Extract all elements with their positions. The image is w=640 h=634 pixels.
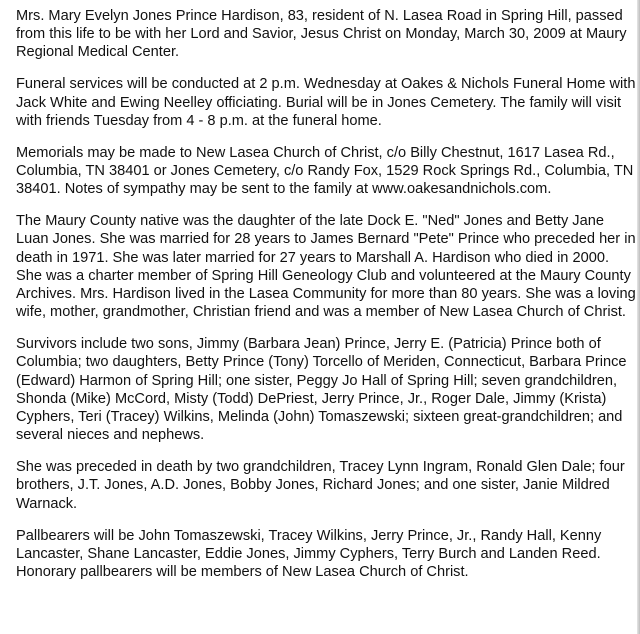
paragraph-survivors: Survivors include two sons, Jimmy (Barbara Jean) Prince, Jerry E. (Patricia) Prince both of Columbia; two daughters, Betty Prince (Tony) Torcello of Meriden, Connecticut, Barbara Prince (Edward) Harmon of Spring Hill; one sister, Peggy Jo Hall of Spring Hill; seven grandchildren, Shonda (Mike) McCord, Misty (Todd) DePriest, Jerry Prince, Jr., Roger Dale, Jimmy (Krista) Cyphers, Teri (Tracey) Wilkins, Melinda (John) Tomaszewski; sixteen great-grandchildren; and several nieces and nephews. xyxy=(16,336,627,444)
paragraph-death-notice: Mrs. Mary Evelyn Jones Prince Hardison, 83, resident of N. Lasea Road in Spring Hill, passed from this life to be with her Lord and Savior, Jesus Christ on Monday, March 30, 2009 at Maury Regional Medical Center. xyxy=(16,8,627,61)
paragraph-pallbearers: Pallbearers will be John Tomaszewski, Tracey Wilkins, Jerry Prince, Jr., Randy Hall, Kenny Lancaster, Shane Lancaster, Eddie Jones, Jimmy Cyphers, Terry Burch and Landen Reed. Honorary pallbearers will be members of New Lasea Church of Christ. xyxy=(16,527,602,581)
paragraph-memorials: Memorials may be made to New Lasea Church of Christ, c/o Billy Chestnut, 1617 Lasea Rd., Columbia, TN 38401 or Jones Cemetery, c/o Randy Fox, 1529 Rock Springs Rd., Columbia, TN 38401. Notes of sympathy may be sent to the family at www.oakesandnichols.com. xyxy=(16,144,634,198)
obituary-text xyxy=(16,7,638,595)
paragraph-funeral-services: Funeral services will be conducted at 2 p.m. Wednesday at Oakes & Nichols Funeral Home with Jack White and Ewing Neelley officiating. Burial will be in Jones Cemetery. The family will visit with friends Tuesday from 4 - 8 p.m. at the funeral home. xyxy=(16,76,636,129)
paragraph-preceded-in-death: She was preceded in death by two grandchildren, Tracey Lynn Ingram, Ronald Glen Dale; four brothers, J.T. Jones, A.D. Jones, Bobby Jones, Richard Jones; and one sister, Janie Mildred Warnack. xyxy=(16,459,625,512)
paragraph-biography: The Maury County native was the daughter of the late Dock E. "Ned" Jones and Betty Jane Luan Jones. She was married for 28 years to James Bernard "Pete" Prince who preceded her in death in 1971. She was later married for 27 years to Marshall A. Hardison who died in 2000. She was a charter member of Spring Hill Geneology Club and volunteered at the Maury County Archives. Mrs. Hardison lived in the Lasea Community for more than 80 years. She was a loving wife, mother, grandmother, Christian friend and was a member of New Lasea Church of Christ. xyxy=(16,213,636,321)
